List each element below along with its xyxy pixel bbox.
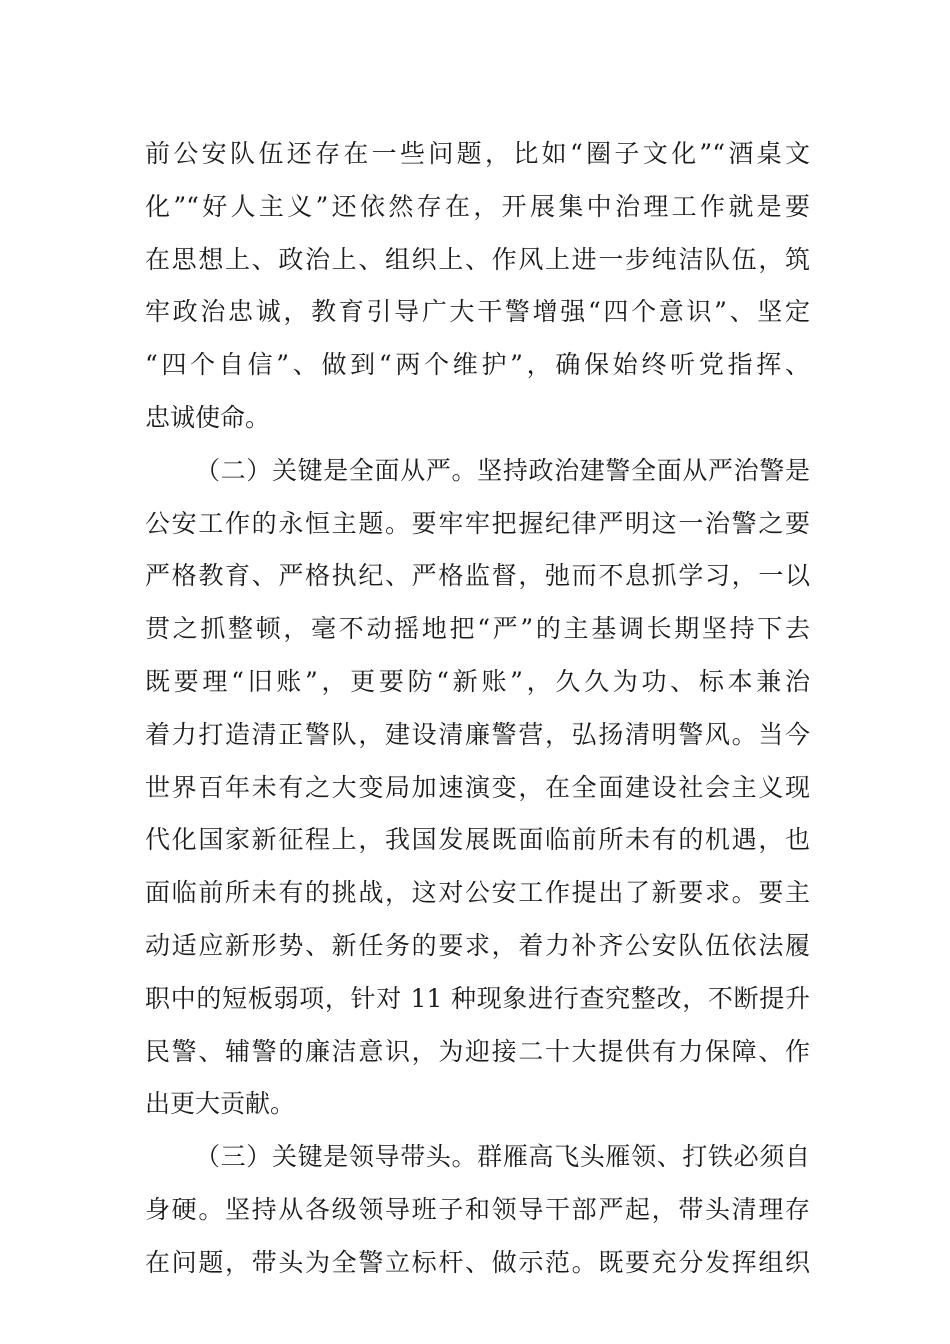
text-line: 既要理“旧账”，更要防“新账”，久久为功、标本兼治 (145, 666, 810, 696)
text-line: （三）关键是领导带头。群雁高飞头雁领、打铁必须自 (195, 1142, 810, 1172)
paragraph-1 (145, 128, 810, 445)
text-line: 在问题，带头为全警立标杆、做示范。既要充分发挥组织 (145, 1247, 810, 1277)
text-line: 贯之抓整顿，毫不动摇地把“严”的主基调长期坚持下去 (145, 614, 810, 644)
text-line: 动适应新形势、新任务的要求，着力补齐公安队伍依法履 (145, 930, 810, 960)
text-line: 民警、辅警的廉洁意识，为迎接二十大提供有力保障、作 (145, 1036, 810, 1066)
text-line: 身硬。坚持从各级领导班子和领导干部严起，带头清理存 (145, 1194, 810, 1224)
text-line: 牢政治忠诚，教育引导广大干警增强“四个意识”、坚定 (145, 297, 810, 327)
text-line: 职中的短板弱项，针对 11 种现象进行查究整改，不断提升 (145, 983, 810, 1013)
paragraph-2 (145, 445, 810, 1131)
document-body (145, 128, 810, 1290)
text-line: 世界百年未有之大变局加速演变，在全面建设社会主义现 (145, 772, 810, 802)
text-line: 公安工作的永恒主题。要牢牢把握纪律严明这一治警之要 (145, 508, 810, 538)
text-line: 在思想上、政治上、组织上、作风上进一步纯洁队伍，筑 (145, 244, 810, 274)
text-line: 着力打造清正警队，建设清廉警营，弘扬清明警风。当今 (145, 719, 810, 749)
text-line: 面临前所未有的挑战，这对公安工作提出了新要求。要主 (145, 878, 810, 908)
text-line: 代化国家新征程上，我国发展既面临前所未有的机遇，也 (145, 825, 810, 855)
text-line: “四个自信”、做到“两个维护”，确保始终听党指挥、 (145, 350, 810, 380)
paragraph-3 (145, 1131, 810, 1289)
text-line: 出更大贡献。 (145, 1089, 296, 1119)
text-line: 化”“好人主义”还依然存在，开展集中治理工作就是要 (145, 191, 810, 221)
text-line: （二）关键是全面从严。坚持政治建警全面从严治警是 (195, 455, 810, 485)
text-line: 严格教育、严格执纪、严格监督，弛而不息抓学习，一以 (145, 561, 810, 591)
text-line: 忠诚使命。 (145, 402, 271, 432)
text-line: 前公安队伍还存在一些问题，比如“圈子文化”“酒桌文 (145, 139, 810, 168)
